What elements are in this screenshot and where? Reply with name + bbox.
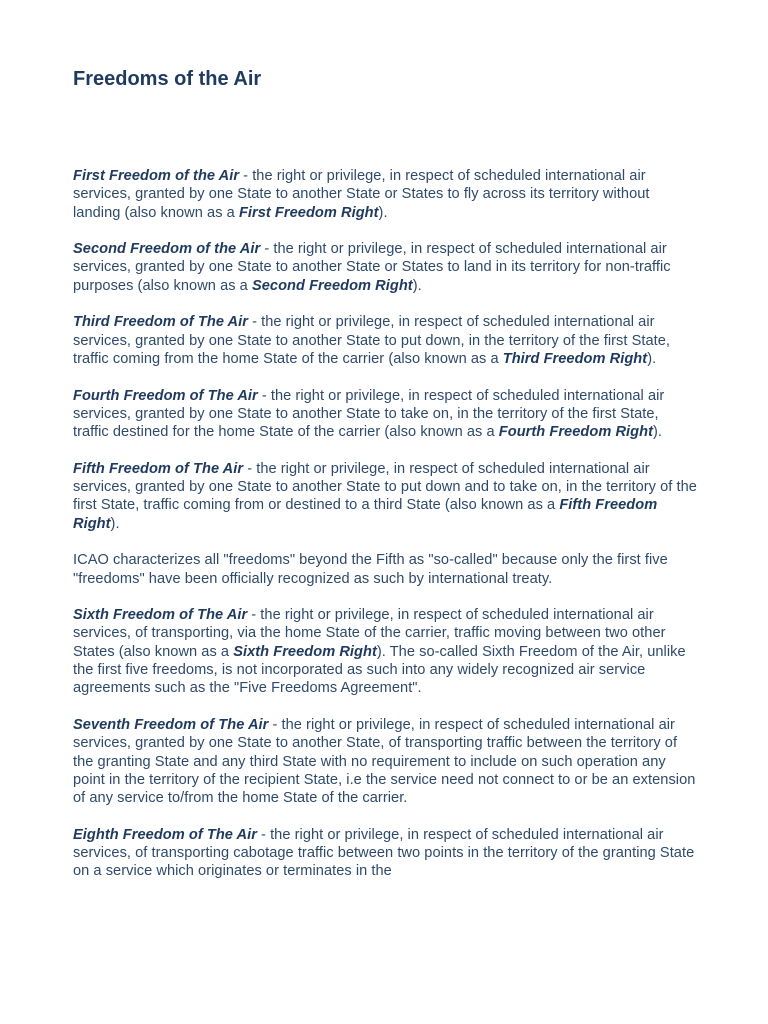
- paragraph-text-end: ). The so-called Sixth Freedom of the Air, unlike the first five freedoms, is not incorporated as such into any widely recognized air service agreements such as the "Five Freedoms Agreement".: [73, 643, 686, 697]
- paragraph-text-end: ).: [653, 424, 663, 441]
- paragraph-text-end: ).: [110, 515, 120, 532]
- paragraph-first-freedom: [73, 167, 698, 222]
- paragraph-term: First Freedom of the Air: [73, 168, 240, 184]
- paragraph-term-right: First Freedom Right: [238, 204, 379, 221]
- paragraph-text: - the right or privilege, in respect of scheduled international air services, granted by one State to another State or States to land in its territory for non-traffic purposes (also known as a: [73, 241, 671, 294]
- paragraph-seventh-freedom: [73, 716, 698, 807]
- paragraph-text-end: ).: [647, 350, 657, 367]
- paragraph-fifth-freedom: [73, 460, 698, 533]
- paragraph-text: - the right or privilege, in respect of scheduled international air services, of transporting, via the home State of the carrier, traffic moving between two other States (also known as a: [73, 607, 666, 660]
- paragraph-term-right: Third Freedom Right: [502, 350, 648, 367]
- paragraph-text: - the right or privilege, in respect of scheduled international air services, of transporting cabotage traffic between two points in the territory of the granting State on a service which originates or terminates in the: [73, 826, 695, 880]
- paragraph-term-right: Second Freedom Right: [251, 277, 413, 294]
- paragraph-sixth-freedom: [73, 606, 698, 697]
- paragraph-term: Fifth Freedom of The Air: [73, 460, 244, 477]
- paragraph-term: Fourth Freedom of The Air: [73, 387, 258, 404]
- paragraph-text: - the right or privilege, in respect of scheduled international air services, granted by one State to another State to put down, in the territory of the first State, traffic coming from the home State of the carrier (also known as a: [73, 314, 671, 367]
- paragraph-term: Eighth Freedom of The Air: [73, 826, 257, 843]
- paragraph-text-end: ).: [378, 204, 388, 221]
- paragraph-term-right: Sixth Freedom Right: [233, 643, 377, 660]
- paragraph-term: Seventh Freedom of The Air: [73, 716, 269, 733]
- paragraph-text: - the right or privilege, in respect of scheduled international air services, granted by one State to another State to take on, in the territory of the first State, traffic destined for the home State of the carrier (also known as a: [73, 387, 665, 441]
- paragraph-term-right: Fifth Freedom Right: [73, 497, 658, 532]
- document-title: Freedoms of the Air: [73, 68, 262, 90]
- paragraph-fourth-freedom: [73, 387, 698, 442]
- paragraph-term: Second Freedom of the Air: [73, 241, 261, 258]
- paragraph-text: ICAO characterizes all "freedoms" beyond the Fifth as "so-called" because only the first five "freedoms" have been officially recognized as such by international treaty.: [73, 552, 668, 587]
- paragraph-text: - the right or privilege, in respect of scheduled international air services, granted by one State to another State or States to fly across its territory without landing (also known as a: [73, 168, 650, 221]
- paragraph-eighth-freedom: [73, 826, 698, 881]
- paragraph-text: - the right or privilege, in respect of scheduled international air services, granted by one State to another State to put down and to take on, in the territory of the first State, traffic coming from or destined to a third State (also known as a: [73, 460, 697, 514]
- paragraph-icao-note: [73, 551, 698, 588]
- paragraph-term-right: Fourth Freedom Right: [498, 424, 653, 441]
- document-body: [73, 167, 698, 899]
- paragraph-term: Sixth Freedom of The Air: [73, 607, 248, 624]
- paragraph-second-freedom: [73, 240, 698, 295]
- paragraph-text: - the right or privilege, in respect of scheduled international air services, granted by one State to another State, of transporting traffic between the territory of the granting State and any third State with no requirement to include on such operation any point in the territory of the recipient State, i.e the service need not connect to or be an extension of any service to/from the home State of the carrier.: [73, 716, 696, 807]
- paragraph-term: Third Freedom of The Air: [73, 314, 248, 331]
- paragraph-text-end: ).: [412, 277, 422, 294]
- paragraph-third-freedom: [73, 313, 698, 368]
